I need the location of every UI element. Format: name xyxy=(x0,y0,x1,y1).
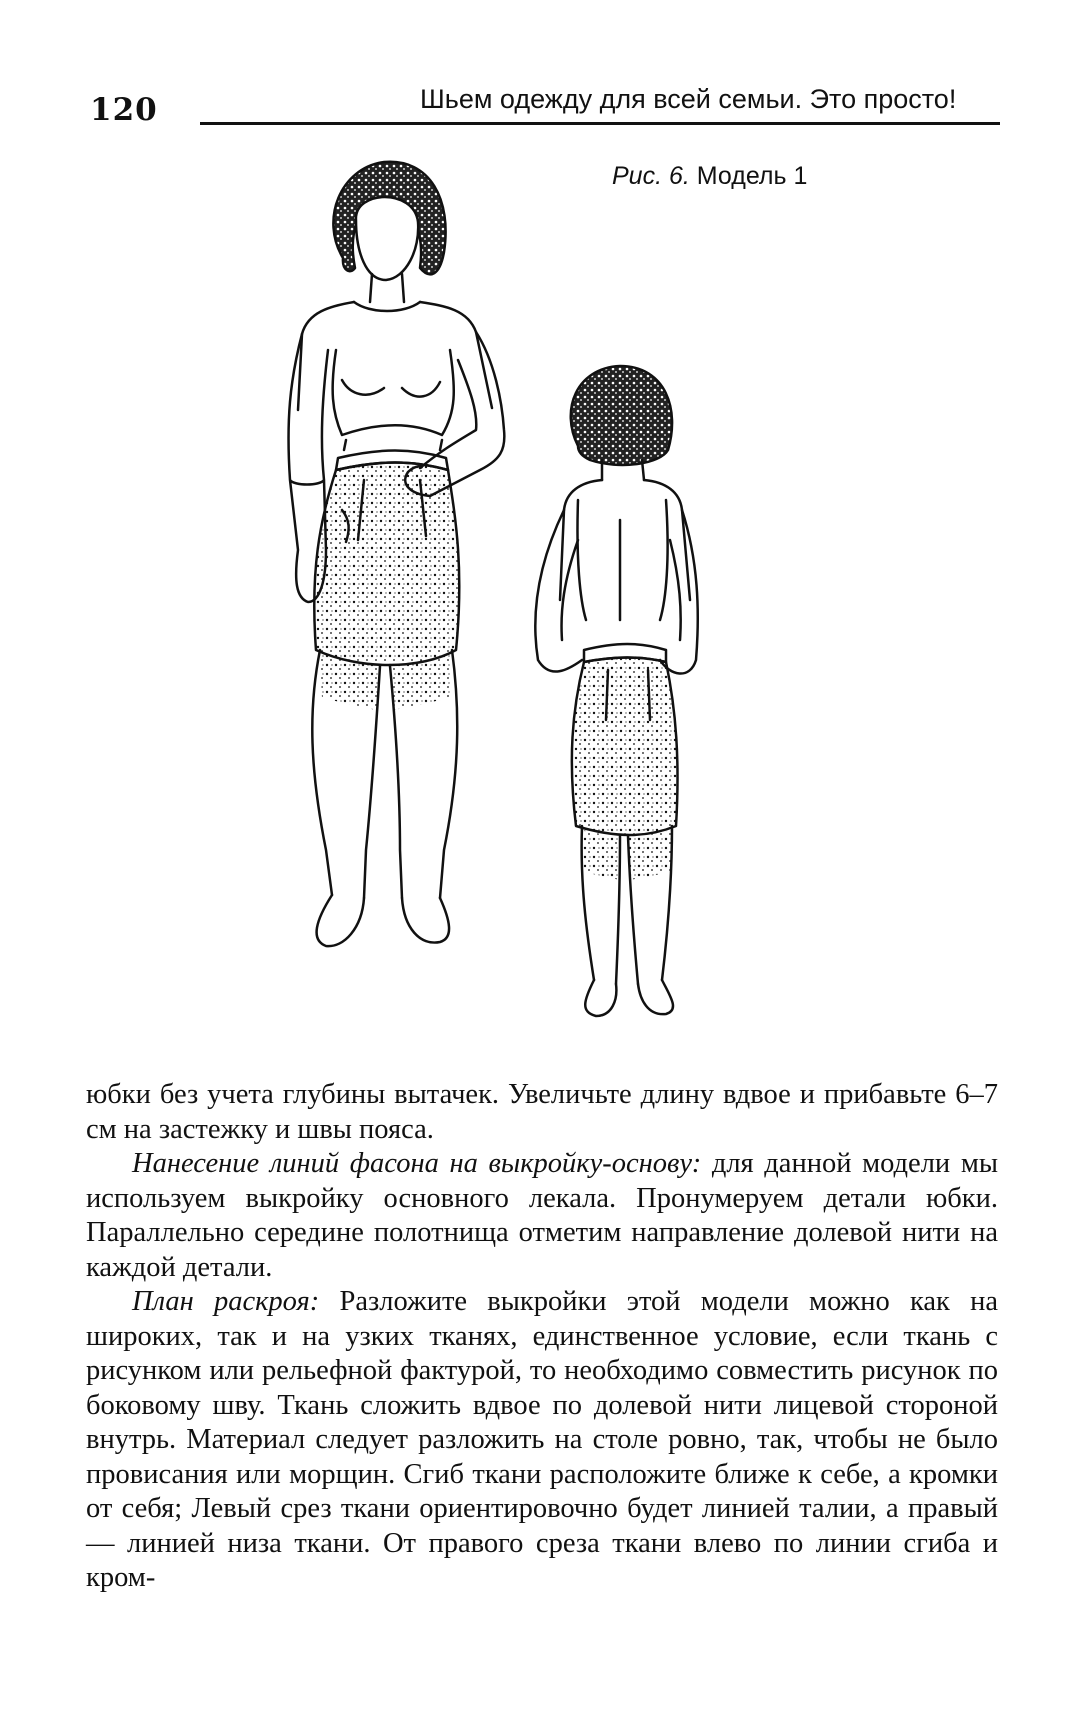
back-figure-left-arm xyxy=(535,510,582,672)
figure-caption-text: Модель 1 xyxy=(689,162,808,190)
paragraph-2 xyxy=(86,1147,998,1285)
paragraph-3-term: План раскроя: xyxy=(132,1286,320,1317)
paragraph-2-text: для данной модели мы используем выкройку основного лекала. Пронумеруем детали юбки. Параллельно середине полотнища отметим направление долевой нити на каждой детали. xyxy=(86,1148,999,1283)
running-title: Шьем одежду для всей семьи. Это просто! xyxy=(420,84,957,114)
back-figure-skirt xyxy=(572,658,678,836)
front-figure-face xyxy=(356,197,418,280)
front-figure xyxy=(289,162,505,946)
page-number: 120 xyxy=(90,92,158,128)
back-figure-bodice xyxy=(560,480,690,620)
paragraph-1: юбки без учета глубины вытачек. Увеличьте длину вдвое и прибавьте 6–7 см на застежку и швы пояса. xyxy=(86,1079,998,1145)
header-rule xyxy=(200,122,1000,125)
paragraph-2-term: Нанесение линий фасона на выкройку-основу: xyxy=(132,1148,702,1179)
back-figure-hair xyxy=(571,366,672,465)
front-figure-skirt xyxy=(314,463,459,666)
paragraph-3-text: Разложите выкройки этой модели можно как на широких, так и на узких тканях, единственное условие, если ткань с рисунком или рельефной фактурой, то необходимо совместить рисунок по боковому шву. Ткань сложить вдвое по долевой нити лицевой стороной внутрь. Материал следует разложить на столе ровно, так, чтобы не было провисания или морщин. Сгиб ткани расположите ближе к себе, а кромки от себя; Левый срез ткани ориентировочно будет линией талии, а правый — линией низа ткани. От правого среза ткани влево по линии сгиба и кром- xyxy=(86,1286,999,1593)
back-figure xyxy=(535,366,697,1016)
back-figure-shoes xyxy=(585,980,673,1016)
front-figure-shoes xyxy=(317,895,449,946)
fashion-illustration xyxy=(280,150,1040,1070)
body-text xyxy=(86,1078,998,1596)
figure-caption-label: Рис. 6. xyxy=(612,162,690,190)
paragraph-3 xyxy=(86,1285,998,1596)
